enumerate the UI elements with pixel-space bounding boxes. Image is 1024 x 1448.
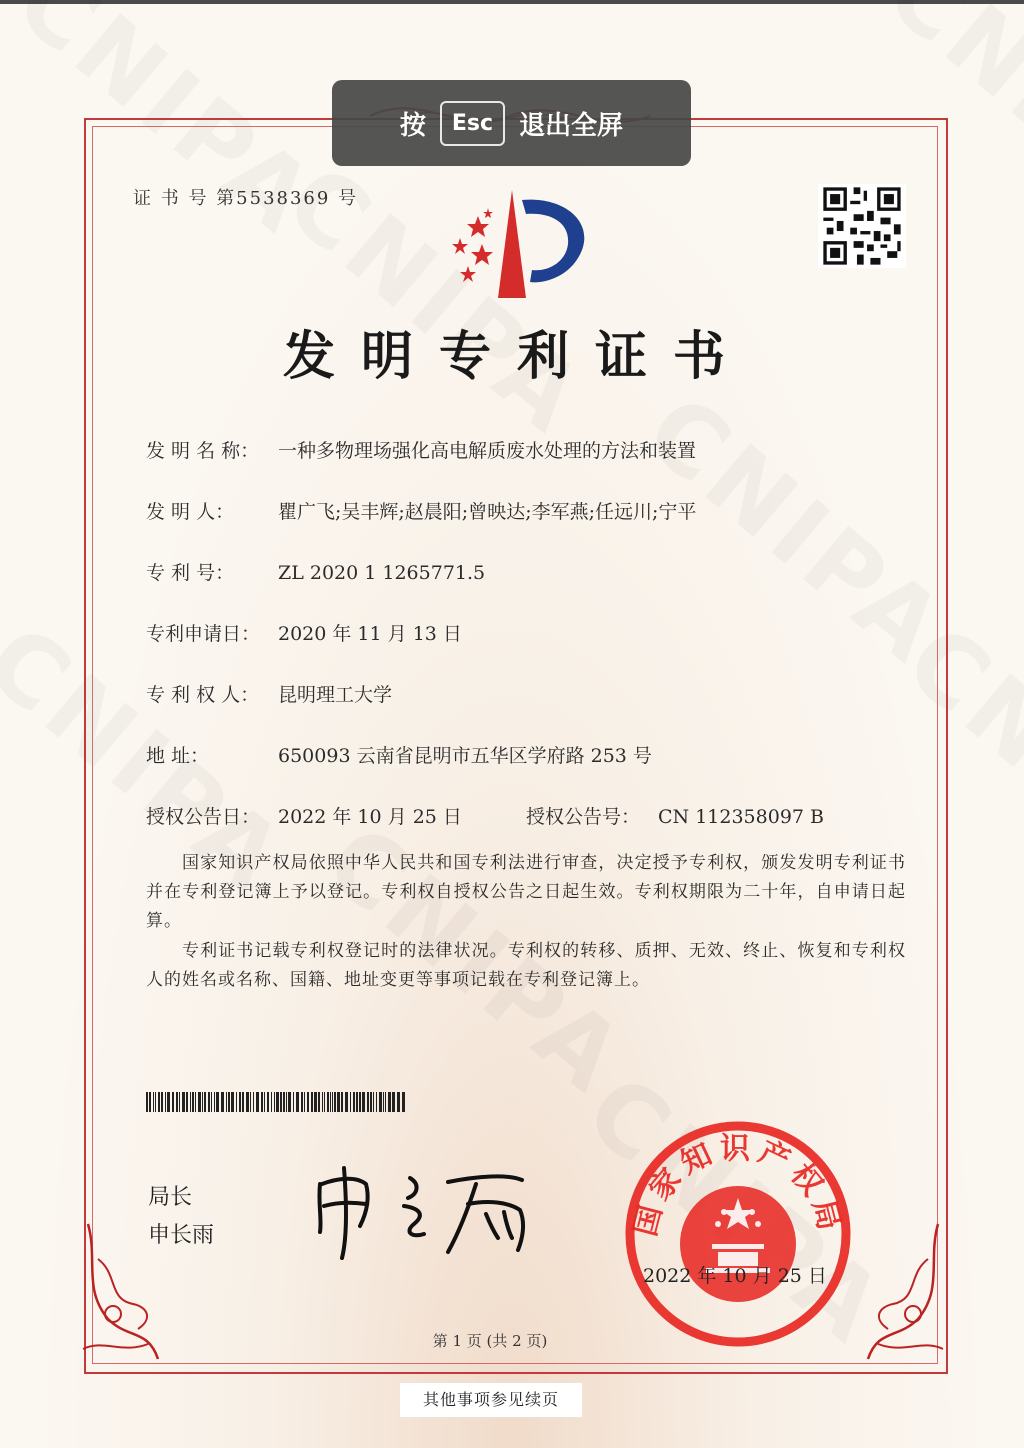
barcode-bar: [327, 1092, 329, 1112]
barcode-bar: [324, 1092, 325, 1112]
barcode-bar: [250, 1092, 251, 1112]
field-value: CN 112358097 B: [658, 806, 824, 828]
hint-press-text: 按: [399, 110, 426, 141]
barcode-bar: [286, 1092, 287, 1112]
barcode-bar: [274, 1092, 275, 1112]
barcode-bar: [373, 1092, 374, 1112]
barcode-bar: [307, 1092, 309, 1112]
field-value: 2022 年 10 月 25 日: [278, 806, 462, 828]
barcode-bar: [261, 1092, 263, 1112]
barcode-bar: [211, 1092, 212, 1112]
barcode-bar: [293, 1092, 294, 1112]
barcode-bar: [322, 1092, 323, 1112]
barcode-bar: [264, 1092, 265, 1112]
field-inventors: [146, 497, 696, 524]
field-label: 专利申请日：: [146, 623, 261, 645]
field-address: [146, 741, 652, 768]
barcode-bar: [318, 1092, 320, 1112]
barcode-bar: [383, 1092, 384, 1112]
barcode-bar: [304, 1092, 305, 1112]
barcode-bar: [228, 1092, 230, 1112]
barcode-bar: [301, 1092, 303, 1112]
barcode-bar: [359, 1092, 361, 1112]
barcode-bar: [353, 1092, 355, 1112]
barcode-bar: [345, 1092, 348, 1112]
field-patentee: [146, 680, 392, 707]
barcode-bar: [256, 1092, 259, 1112]
barcode-bar: [402, 1092, 405, 1112]
barcode-bar: [167, 1092, 170, 1112]
barcode-bar: [186, 1092, 188, 1112]
barcode-bar: [337, 1092, 340, 1112]
barcode-bar: [334, 1092, 336, 1112]
certificate-title: 发明专利证书: [282, 327, 751, 387]
hint-action-text: 退出全屏: [519, 110, 624, 141]
barcode-bar: [311, 1092, 313, 1112]
barcode-bar: [367, 1092, 369, 1112]
director-signature: [308, 1154, 538, 1264]
field-value: ZL 2020 1 1265771.5: [278, 562, 486, 584]
field-label: 授权公告号：: [526, 806, 641, 828]
barcode-bar: [341, 1092, 343, 1112]
barcode-bar: [198, 1092, 201, 1112]
barcode-bar: [146, 1092, 148, 1112]
barcode-bar: [176, 1092, 178, 1112]
field-label: 地 址：: [146, 745, 210, 767]
qr-code: [818, 184, 906, 268]
barcode-bar: [370, 1092, 372, 1112]
barcode-bar: [356, 1092, 358, 1112]
barcode-bar: [350, 1092, 351, 1112]
barcode: [146, 1092, 408, 1112]
field-grant-date: [146, 802, 462, 829]
field-invention-name: [146, 436, 696, 463]
barcode-bar: [385, 1092, 386, 1112]
continuation-note: 其他事项参见续页: [400, 1383, 582, 1417]
barcode-bar: [192, 1092, 194, 1112]
director-name: 申长雨: [148, 1223, 215, 1248]
seal-date: 2022 年 10 月 25 日: [643, 1265, 827, 1287]
barcode-bar: [204, 1092, 206, 1112]
field-value: 一种多物理场强化高电解质废水处理的方法和装置: [278, 440, 697, 462]
barcode-bar: [362, 1092, 365, 1112]
esc-key[interactable]: Esc: [440, 101, 505, 146]
barcode-bar: [392, 1092, 395, 1112]
barcode-bar: [172, 1092, 174, 1112]
barcode-bar: [330, 1092, 331, 1112]
barcode-bar: [153, 1092, 154, 1112]
barcode-bar: [242, 1092, 244, 1112]
field-application-date: [146, 619, 462, 646]
barcode-bar: [388, 1092, 391, 1112]
barcode-bar: [379, 1092, 382, 1112]
page-number: 第 1 页 (共 2 页): [432, 1332, 548, 1350]
certificate-number: 证 书 号 第5538369 号: [133, 188, 359, 209]
barcode-bar: [280, 1092, 282, 1112]
field-label: 发 明 人：: [146, 501, 235, 523]
field-value: 2020 年 11 月 13 日: [278, 623, 462, 645]
barcode-bar: [158, 1092, 160, 1112]
barcode-bar: [221, 1092, 224, 1112]
director-title: 局长: [148, 1185, 193, 1210]
barcode-bar: [182, 1092, 185, 1112]
barcode-bar: [246, 1092, 249, 1112]
field-grant-number: [526, 802, 824, 829]
barcode-bar: [397, 1092, 400, 1112]
field-value: 650093 云南省昆明市五华区学府路 253 号: [278, 745, 652, 767]
barcode-bar: [239, 1092, 241, 1112]
barcode-bar: [288, 1092, 291, 1112]
field-label: 发 明 名 称：: [146, 440, 260, 462]
barcode-bar: [231, 1092, 234, 1112]
barcode-bar: [226, 1092, 227, 1112]
field-label: 授权公告日：: [146, 806, 261, 828]
barcode-bar: [190, 1092, 191, 1112]
barcode-bar: [179, 1092, 180, 1112]
field-label: 专 利 权 人：: [146, 684, 260, 706]
exit-fullscreen-hint[interactable]: [332, 80, 691, 166]
barcode-bar: [195, 1092, 196, 1112]
field-label: 专 利 号：: [146, 562, 235, 584]
certificate-page: [0, 4, 1024, 1448]
barcode-bar: [276, 1092, 279, 1112]
field-value: 昆明理工大学: [278, 684, 393, 706]
barcode-bar: [253, 1092, 254, 1112]
cnipa-logo: [438, 186, 598, 302]
field-patent-number: [146, 558, 485, 585]
barcode-bar: [283, 1092, 285, 1112]
legal-paragraph-1: 国家知识产权局依照中华人民共和国专利法进行审查，决定授予专利权，颁发发明专利证书并在专利登记簿上予以登记。专利权自授权公告之日起生效。专利权期限为二十年，自申请日起算。: [146, 853, 906, 931]
barcode-bar: [332, 1092, 333, 1112]
field-value: 瞿广飞;吴丰辉;赵晨阳;曾映达;李军燕;任远川;宁平: [278, 501, 697, 523]
legal-paragraph-2: 专利证书记载专利权登记时的法律状况。专利权的转移、质押、无效、终止、恢复和专利权人的姓名或名称、国籍、地址变更等事项记载在专利登记簿上。: [146, 941, 906, 990]
barcode-bar: [216, 1092, 219, 1112]
seal-text: 国家知识产权局: [627, 1131, 849, 1240]
barcode-bar: [214, 1092, 215, 1112]
official-seal: [620, 1116, 856, 1352]
barcode-bar: [271, 1092, 272, 1112]
barcode-bar: [208, 1092, 210, 1112]
barcode-bar: [149, 1092, 151, 1112]
barcode-bar: [267, 1092, 269, 1112]
barcode-bar: [296, 1092, 299, 1112]
barcode-bar: [376, 1092, 377, 1112]
barcode-bar: [161, 1092, 163, 1112]
barcode-bar: [165, 1092, 166, 1112]
barcode-bar: [236, 1092, 237, 1112]
barcode-bar: [314, 1092, 317, 1112]
barcode-bar: [155, 1092, 156, 1112]
barcode-bar: [202, 1092, 203, 1112]
